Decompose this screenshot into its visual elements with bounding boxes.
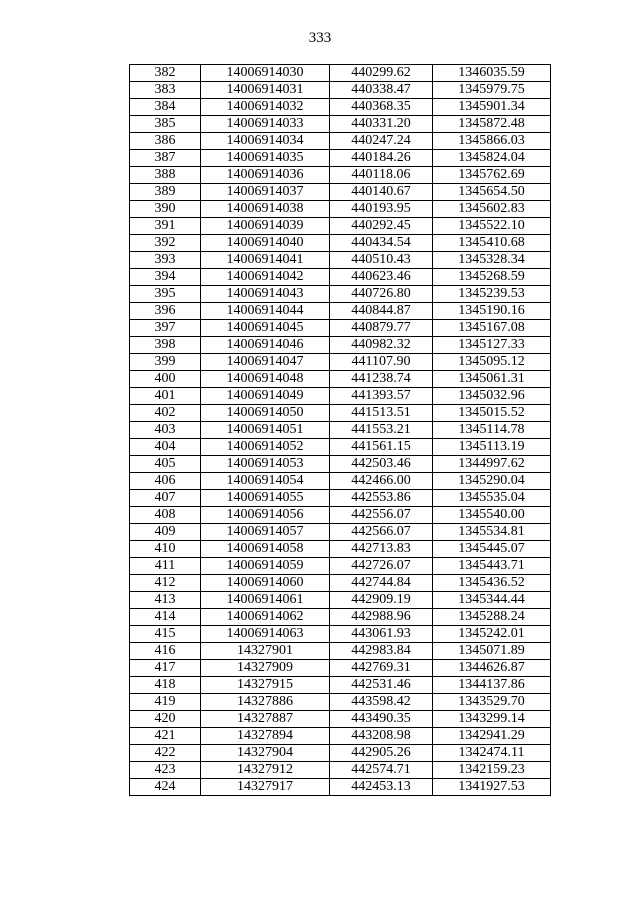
coordinates-table (129, 64, 551, 796)
x-coordinate-cell: 440368.35 (330, 99, 433, 116)
row-number-cell: 424 (130, 779, 201, 796)
point-id-cell: 14006914061 (201, 592, 330, 609)
y-coordinate-cell: 1346035.59 (433, 65, 551, 82)
row-number-cell: 418 (130, 677, 201, 694)
point-id-cell: 14006914037 (201, 184, 330, 201)
point-id-cell: 14006914044 (201, 303, 330, 320)
point-id-cell: 14006914053 (201, 456, 330, 473)
point-id-cell: 14006914051 (201, 422, 330, 439)
row-number-cell: 393 (130, 252, 201, 269)
table-row (130, 728, 551, 745)
x-coordinate-cell: 443061.93 (330, 626, 433, 643)
row-number-cell: 385 (130, 116, 201, 133)
y-coordinate-cell: 1345190.16 (433, 303, 551, 320)
row-number-cell: 382 (130, 65, 201, 82)
table-row (130, 303, 551, 320)
point-id-cell: 14006914042 (201, 269, 330, 286)
table-row (130, 541, 551, 558)
x-coordinate-cell: 442531.46 (330, 677, 433, 694)
row-number-cell: 413 (130, 592, 201, 609)
x-coordinate-cell: 440726.80 (330, 286, 433, 303)
x-coordinate-cell: 443208.98 (330, 728, 433, 745)
table-row (130, 235, 551, 252)
table-row (130, 626, 551, 643)
x-coordinate-cell: 442909.19 (330, 592, 433, 609)
x-coordinate-cell: 442726.07 (330, 558, 433, 575)
row-number-cell: 384 (130, 99, 201, 116)
table-row (130, 473, 551, 490)
x-coordinate-cell: 440982.32 (330, 337, 433, 354)
x-coordinate-cell: 441107.90 (330, 354, 433, 371)
point-id-cell: 14006914045 (201, 320, 330, 337)
y-coordinate-cell: 1345872.48 (433, 116, 551, 133)
x-coordinate-cell: 441238.74 (330, 371, 433, 388)
point-id-cell: 14006914058 (201, 541, 330, 558)
point-id-cell: 14327901 (201, 643, 330, 660)
x-coordinate-cell: 441513.51 (330, 405, 433, 422)
point-id-cell: 14327887 (201, 711, 330, 728)
x-coordinate-cell: 442553.86 (330, 490, 433, 507)
table-row (130, 82, 551, 99)
x-coordinate-cell: 442744.84 (330, 575, 433, 592)
x-coordinate-cell: 442566.07 (330, 524, 433, 541)
x-coordinate-cell: 442574.71 (330, 762, 433, 779)
point-id-cell: 14006914052 (201, 439, 330, 456)
y-coordinate-cell: 1343299.14 (433, 711, 551, 728)
y-coordinate-cell: 1345268.59 (433, 269, 551, 286)
row-number-cell: 400 (130, 371, 201, 388)
row-number-cell: 391 (130, 218, 201, 235)
table-row (130, 388, 551, 405)
row-number-cell: 422 (130, 745, 201, 762)
x-coordinate-cell: 442453.13 (330, 779, 433, 796)
table-row (130, 745, 551, 762)
row-number-cell: 420 (130, 711, 201, 728)
point-id-cell: 14006914056 (201, 507, 330, 524)
table-row (130, 609, 551, 626)
row-number-cell: 405 (130, 456, 201, 473)
x-coordinate-cell: 440623.46 (330, 269, 433, 286)
point-id-cell: 14327915 (201, 677, 330, 694)
y-coordinate-cell: 1345127.33 (433, 337, 551, 354)
y-coordinate-cell: 1345535.04 (433, 490, 551, 507)
y-coordinate-cell: 1345288.24 (433, 609, 551, 626)
x-coordinate-cell: 440118.06 (330, 167, 433, 184)
point-id-cell: 14006914032 (201, 99, 330, 116)
row-number-cell: 421 (130, 728, 201, 745)
table-row (130, 201, 551, 218)
row-number-cell: 392 (130, 235, 201, 252)
y-coordinate-cell: 1345095.12 (433, 354, 551, 371)
x-coordinate-cell: 440184.26 (330, 150, 433, 167)
y-coordinate-cell: 1345071.89 (433, 643, 551, 660)
x-coordinate-cell: 442983.84 (330, 643, 433, 660)
x-coordinate-cell: 440510.43 (330, 252, 433, 269)
y-coordinate-cell: 1345242.01 (433, 626, 551, 643)
point-id-cell: 14327912 (201, 762, 330, 779)
y-coordinate-cell: 1345824.04 (433, 150, 551, 167)
point-id-cell: 14006914043 (201, 286, 330, 303)
table-row (130, 286, 551, 303)
point-id-cell: 14006914048 (201, 371, 330, 388)
point-id-cell: 14327904 (201, 745, 330, 762)
row-number-cell: 383 (130, 82, 201, 99)
table-row (130, 575, 551, 592)
x-coordinate-cell: 441561.15 (330, 439, 433, 456)
row-number-cell: 410 (130, 541, 201, 558)
row-number-cell: 423 (130, 762, 201, 779)
table-row (130, 422, 551, 439)
y-coordinate-cell: 1345540.00 (433, 507, 551, 524)
y-coordinate-cell: 1343529.70 (433, 694, 551, 711)
y-coordinate-cell: 1345114.78 (433, 422, 551, 439)
row-number-cell: 415 (130, 626, 201, 643)
x-coordinate-cell: 440140.67 (330, 184, 433, 201)
y-coordinate-cell: 1344137.86 (433, 677, 551, 694)
table-row (130, 150, 551, 167)
point-id-cell: 14006914055 (201, 490, 330, 507)
point-id-cell: 14006914046 (201, 337, 330, 354)
row-number-cell: 401 (130, 388, 201, 405)
y-coordinate-cell: 1345445.07 (433, 541, 551, 558)
point-id-cell: 14327886 (201, 694, 330, 711)
table-row (130, 490, 551, 507)
y-coordinate-cell: 1345061.31 (433, 371, 551, 388)
y-coordinate-cell: 1345979.75 (433, 82, 551, 99)
y-coordinate-cell: 1345534.81 (433, 524, 551, 541)
row-number-cell: 416 (130, 643, 201, 660)
x-coordinate-cell: 441553.21 (330, 422, 433, 439)
x-coordinate-cell: 443598.42 (330, 694, 433, 711)
point-id-cell: 14006914063 (201, 626, 330, 643)
point-id-cell: 14327917 (201, 779, 330, 796)
table-row (130, 507, 551, 524)
point-id-cell: 14006914039 (201, 218, 330, 235)
y-coordinate-cell: 1342159.23 (433, 762, 551, 779)
y-coordinate-cell: 1345602.83 (433, 201, 551, 218)
y-coordinate-cell: 1345015.52 (433, 405, 551, 422)
point-id-cell: 14006914041 (201, 252, 330, 269)
point-id-cell: 14006914060 (201, 575, 330, 592)
row-number-cell: 411 (130, 558, 201, 575)
point-id-cell: 14006914036 (201, 167, 330, 184)
point-id-cell: 14006914049 (201, 388, 330, 405)
table-row (130, 99, 551, 116)
table-row (130, 456, 551, 473)
table-row (130, 167, 551, 184)
x-coordinate-cell: 440193.95 (330, 201, 433, 218)
row-number-cell: 395 (130, 286, 201, 303)
table-row (130, 337, 551, 354)
table-row (130, 524, 551, 541)
y-coordinate-cell: 1345522.10 (433, 218, 551, 235)
point-id-cell: 14006914033 (201, 116, 330, 133)
x-coordinate-cell: 442769.31 (330, 660, 433, 677)
y-coordinate-cell: 1342941.29 (433, 728, 551, 745)
row-number-cell: 397 (130, 320, 201, 337)
table-row (130, 592, 551, 609)
table-row (130, 133, 551, 150)
row-number-cell: 412 (130, 575, 201, 592)
y-coordinate-cell: 1345866.03 (433, 133, 551, 150)
row-number-cell: 402 (130, 405, 201, 422)
point-id-cell: 14327894 (201, 728, 330, 745)
x-coordinate-cell: 442466.00 (330, 473, 433, 490)
x-coordinate-cell: 441393.57 (330, 388, 433, 405)
x-coordinate-cell: 440292.45 (330, 218, 433, 235)
table-row (130, 694, 551, 711)
point-id-cell: 14006914050 (201, 405, 330, 422)
row-number-cell: 386 (130, 133, 201, 150)
x-coordinate-cell: 440299.62 (330, 65, 433, 82)
y-coordinate-cell: 1345290.04 (433, 473, 551, 490)
y-coordinate-cell: 1344626.87 (433, 660, 551, 677)
table-body (130, 65, 551, 796)
x-coordinate-cell: 440331.20 (330, 116, 433, 133)
point-id-cell: 14006914057 (201, 524, 330, 541)
row-number-cell: 390 (130, 201, 201, 218)
table-row (130, 320, 551, 337)
y-coordinate-cell: 1345654.50 (433, 184, 551, 201)
row-number-cell: 404 (130, 439, 201, 456)
table-row (130, 405, 551, 422)
table-row (130, 184, 551, 201)
point-id-cell: 14006914030 (201, 65, 330, 82)
y-coordinate-cell: 1345113.19 (433, 439, 551, 456)
table-row (130, 371, 551, 388)
row-number-cell: 399 (130, 354, 201, 371)
x-coordinate-cell: 442556.07 (330, 507, 433, 524)
point-id-cell: 14006914062 (201, 609, 330, 626)
point-id-cell: 14006914038 (201, 201, 330, 218)
point-id-cell: 14006914047 (201, 354, 330, 371)
y-coordinate-cell: 1345328.34 (433, 252, 551, 269)
x-coordinate-cell: 442905.26 (330, 745, 433, 762)
y-coordinate-cell: 1345762.69 (433, 167, 551, 184)
x-coordinate-cell: 440879.77 (330, 320, 433, 337)
x-coordinate-cell: 440247.24 (330, 133, 433, 150)
row-number-cell: 394 (130, 269, 201, 286)
table-row (130, 65, 551, 82)
y-coordinate-cell: 1345344.44 (433, 592, 551, 609)
table-row (130, 558, 551, 575)
y-coordinate-cell: 1345410.68 (433, 235, 551, 252)
table-row (130, 660, 551, 677)
point-id-cell: 14006914054 (201, 473, 330, 490)
x-coordinate-cell: 440338.47 (330, 82, 433, 99)
row-number-cell: 389 (130, 184, 201, 201)
x-coordinate-cell: 442713.83 (330, 541, 433, 558)
y-coordinate-cell: 1345167.08 (433, 320, 551, 337)
page-number: 333 (308, 30, 332, 46)
row-number-cell: 403 (130, 422, 201, 439)
table-row (130, 762, 551, 779)
row-number-cell: 414 (130, 609, 201, 626)
point-id-cell: 14006914034 (201, 133, 330, 150)
row-number-cell: 408 (130, 507, 201, 524)
point-id-cell: 14006914040 (201, 235, 330, 252)
x-coordinate-cell: 440434.54 (330, 235, 433, 252)
row-number-cell: 398 (130, 337, 201, 354)
y-coordinate-cell: 1341927.53 (433, 779, 551, 796)
row-number-cell: 417 (130, 660, 201, 677)
table-row (130, 269, 551, 286)
y-coordinate-cell: 1342474.11 (433, 745, 551, 762)
x-coordinate-cell: 442503.46 (330, 456, 433, 473)
row-number-cell: 396 (130, 303, 201, 320)
table-row (130, 116, 551, 133)
row-number-cell: 419 (130, 694, 201, 711)
table-row (130, 252, 551, 269)
row-number-cell: 409 (130, 524, 201, 541)
row-number-cell: 388 (130, 167, 201, 184)
point-id-cell: 14006914059 (201, 558, 330, 575)
y-coordinate-cell: 1345032.96 (433, 388, 551, 405)
table-row (130, 711, 551, 728)
x-coordinate-cell: 440844.87 (330, 303, 433, 320)
point-id-cell: 14006914031 (201, 82, 330, 99)
row-number-cell: 407 (130, 490, 201, 507)
table-row (130, 779, 551, 796)
point-id-cell: 14006914035 (201, 150, 330, 167)
row-number-cell: 387 (130, 150, 201, 167)
y-coordinate-cell: 1345443.71 (433, 558, 551, 575)
x-coordinate-cell: 443490.35 (330, 711, 433, 728)
table-row (130, 439, 551, 456)
x-coordinate-cell: 442988.96 (330, 609, 433, 626)
y-coordinate-cell: 1344997.62 (433, 456, 551, 473)
y-coordinate-cell: 1345436.52 (433, 575, 551, 592)
table-row (130, 218, 551, 235)
y-coordinate-cell: 1345239.53 (433, 286, 551, 303)
table-row (130, 643, 551, 660)
table-row (130, 354, 551, 371)
row-number-cell: 406 (130, 473, 201, 490)
y-coordinate-cell: 1345901.34 (433, 99, 551, 116)
point-id-cell: 14327909 (201, 660, 330, 677)
table-row (130, 677, 551, 694)
